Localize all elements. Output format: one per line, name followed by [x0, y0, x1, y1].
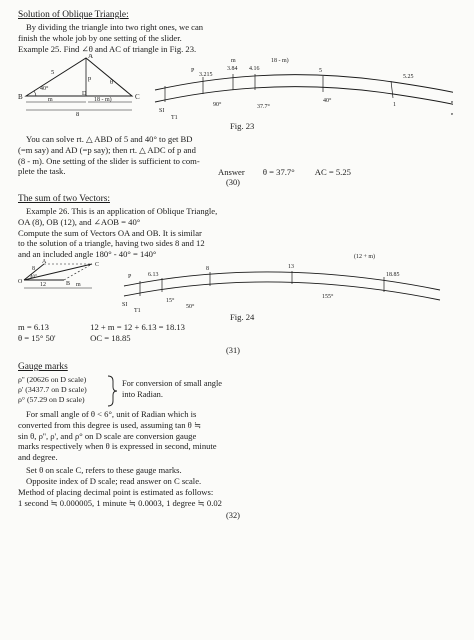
- result-theta: θ = 15° 50': [18, 332, 56, 343]
- scale-label-50: 50°: [186, 304, 195, 310]
- tick: [391, 81, 393, 98]
- scale-value-3215: 3.215: [199, 72, 213, 78]
- label-c: C: [95, 262, 100, 268]
- label-12: 12: [40, 282, 46, 288]
- section-heading: Gauge marks: [18, 362, 68, 372]
- scale-label-8-minus-m: 18 - m): [271, 58, 289, 64]
- section-heading: The sum of two Vectors:: [18, 194, 110, 204]
- label-8-minus-m: 18 - m): [94, 97, 112, 103]
- page-number: (31): [226, 346, 240, 355]
- scale-label-90: 90°: [213, 102, 222, 108]
- scale-label-p: P: [191, 68, 195, 74]
- section-sum-of-vectors: [18, 194, 458, 355]
- label-c: C: [135, 93, 140, 101]
- label-40: 40°: [30, 275, 37, 280]
- scale-value-1885: 18.85: [386, 272, 400, 278]
- conversion-values-line: 1 second ≒ 0.000005, 1 minute ≒ 0.0003, 1 degree ≒ 0.02: [18, 498, 222, 508]
- result-oc: OC = 18.85: [90, 332, 131, 343]
- brace-text: For conversion of small angle into Radian.: [122, 379, 223, 399]
- page-number: (32): [226, 511, 240, 520]
- section-oblique-triangle: [18, 10, 458, 187]
- example-26-paragraph: Example 26. This is an application of Oblique Triangle, OA (8), OB (12), and ∠AOB = 40° Compute the sum of Vectors OA and OB. It is similar to the solution of a triangle, having two sides 8 and 12 and an included angle 180° - 40° = 140°: [18, 206, 218, 260]
- scale-value-13: 13: [288, 264, 294, 270]
- gauge-list: [18, 375, 87, 405]
- label-m: m: [48, 97, 53, 103]
- result-row: [18, 333, 418, 344]
- intro-paragraph: By dividing the triangle into two right ones, we can finish the whole job by one setting of the slider.: [18, 22, 204, 43]
- results-block: [18, 322, 418, 343]
- scale-label-t1: T1: [134, 308, 141, 312]
- solution-paragraph: You can solve rt. △ ABD of 5 and 40° to get BD (=m say) and AD (=p say); then rt. △ ADC of p and (8 - m). One setting of the slider is sufficient to com- plete the task.: [18, 134, 200, 177]
- label-b: B: [18, 93, 23, 101]
- label-8: 8: [32, 266, 35, 272]
- scale-label-15: 15°: [166, 298, 175, 304]
- brace-icon: [106, 375, 118, 407]
- triangle-figure: [18, 54, 148, 116]
- scale-label-377: 37.7°: [257, 104, 270, 110]
- scale-label-t1: T1: [171, 115, 178, 120]
- scale-value-384: 3.84: [227, 66, 238, 72]
- label-d: D: [82, 91, 87, 97]
- result-12-plus-m: 12 + m = 12 + 6.13 = 18.13: [90, 322, 185, 332]
- scale-label-40: 40°: [323, 98, 332, 104]
- gauge-item: ρ'' (20626 on D scale): [18, 375, 87, 384]
- scale-label-m: m: [231, 58, 236, 64]
- scale-label-155: 155°: [322, 294, 334, 300]
- example-25-statement: Example 25. Find ∠θ and AC of triangle in Fig. 23.: [18, 43, 197, 54]
- answer-label: Answer: [218, 167, 245, 177]
- section-gauge-marks: [18, 362, 458, 520]
- result-m: m = 6.13: [18, 322, 49, 332]
- scale-label-si: SI: [122, 302, 128, 308]
- figure-23-caption: Fig. 23: [230, 121, 255, 131]
- label-40: 40°: [40, 86, 49, 92]
- gauge-paragraph: For small angle of θ < 6°, unit of Radian which is converted from this degree is used, assuming tan θ ≒ sin θ, ρ'', ρ', and ρ° on D scale are conversion gauge marks respectively when θ is expressed in second, minute and degree.: [18, 409, 217, 463]
- scale-label-12-plus-m: (12 + m): [354, 254, 376, 260]
- scale-label-5: 5: [319, 68, 322, 74]
- label-8: 8: [76, 111, 80, 116]
- answer-ac: AC = 5.25: [314, 167, 351, 177]
- label-b: B: [66, 281, 71, 287]
- answer-theta: θ = 37.7°: [262, 167, 295, 177]
- scale-label-1: 1: [393, 102, 396, 108]
- gauge-item: ρ° (57.29 on D scale): [18, 395, 85, 404]
- label-theta: θ: [110, 79, 114, 86]
- lower-scale-arc: [155, 87, 453, 114]
- angle-arc-b: [34, 91, 36, 96]
- decimal-method-line: Method of placing decimal point is estimated as follows:: [18, 487, 214, 497]
- scale-value-416: 4.16: [249, 66, 260, 72]
- label-o: O: [18, 279, 23, 285]
- section-heading: Solution of Oblique Triangle:: [18, 10, 129, 20]
- label-a: A: [88, 54, 94, 60]
- figure-24-caption: Fig. 24: [230, 312, 255, 322]
- page-number: (30): [226, 178, 240, 187]
- label-a: A: [42, 259, 47, 265]
- label-5: 5: [51, 69, 55, 76]
- gauge-item: ρ' (3437.7 on D scale): [18, 385, 87, 394]
- label-m: m: [76, 282, 81, 288]
- parallel-line: [64, 264, 92, 280]
- scale-value-613: 6.13: [148, 272, 159, 278]
- scale-value-8: 8: [206, 266, 209, 272]
- answer-line: [218, 167, 458, 178]
- scale-label-si: SI: [159, 108, 165, 114]
- slide-rule-figure: [153, 50, 453, 120]
- scale-label-p: P: [128, 274, 132, 280]
- scale-value-525: 5.25: [403, 74, 414, 80]
- result-row: [18, 322, 418, 333]
- label-p: p: [88, 75, 92, 82]
- set-theta-line: Set θ on scale C, refers to these gauge marks.: [26, 465, 182, 475]
- vector-figure: [18, 258, 128, 294]
- opposite-index-line: Opposite index of D scale; read answer on C scale.: [26, 476, 202, 486]
- slide-rule-figure-2: [122, 250, 442, 312]
